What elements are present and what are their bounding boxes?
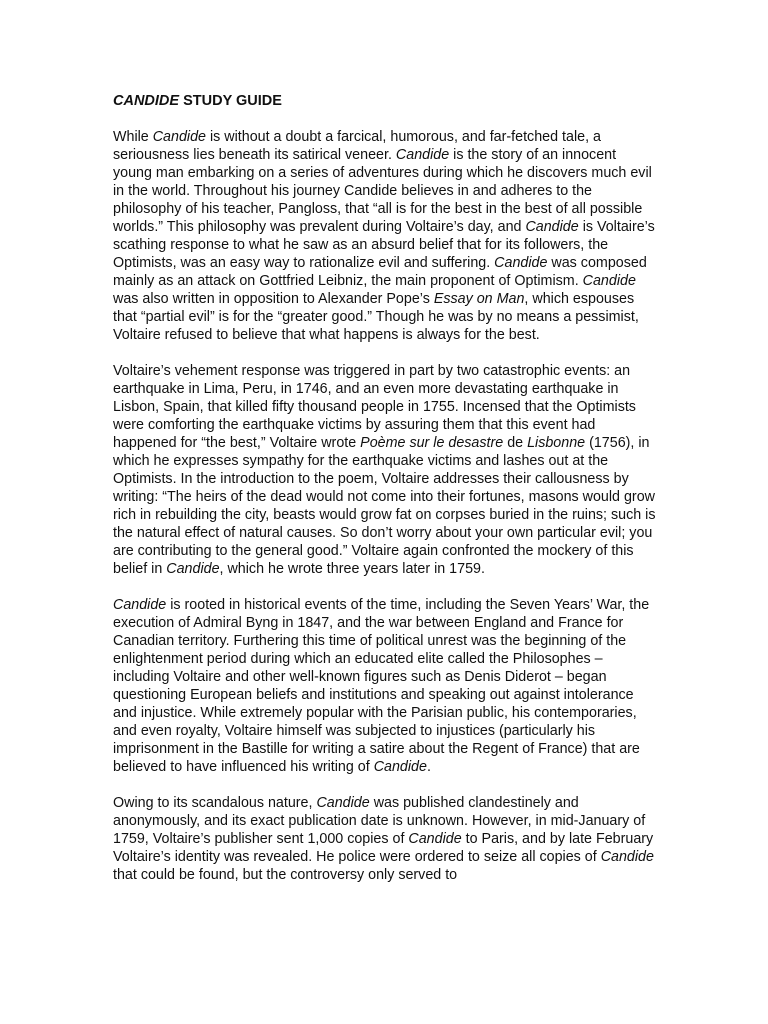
- italic-text-run: CANDIDE: [113, 93, 180, 109]
- italic-text-run: Candide: [494, 255, 548, 271]
- text-run: to Paris, and by late February Voltaire’s identity was revealed. He police were ordered to seize all copies of: [113, 831, 658, 865]
- italic-text-run: Candide: [113, 597, 167, 613]
- italic-text-run: Candide: [373, 759, 427, 775]
- text-run: is rooted in historical events of the time, including the Seven Years’ War, the execution of Admiral Byng in 1847, and the war between England and France for Canadian territory. Furthering this time of political unrest was the beginning of the enlightenment period during which an educated elite called the Philosophes – including Voltaire and other well-known figures such as Denis Diderot – began questioning European beliefs and institutions and speaking out against intolerance and injustice. While extremely popular with the Parisian public, his contemporaries, and even royalty, Voltaire himself was subjected to injustices (particularly his imprisonment in the Bastille for writing a satire about the Regent of France) that are believed to have influenced his writing of: [113, 597, 654, 775]
- text-run: was published clandestinely and anonymously, and its exact publication date is unknown. However, in mid-January of 1759, Voltaire’s publisher sent 1,000 copies of: [113, 795, 650, 847]
- text-run: Owing to its scandalous nature,: [113, 795, 317, 811]
- paragraph-2: [113, 362, 658, 578]
- text-run: STUDY GUIDE: [179, 93, 282, 109]
- italic-text-run: Essay on Man: [433, 291, 525, 307]
- text-run: was composed mainly as an attack on Gottfried Leibniz, the main proponent of Optimism.: [113, 255, 651, 289]
- paragraph-3: [113, 596, 658, 776]
- text-run: was also written in opposition to Alexander Pope’s: [113, 273, 640, 307]
- document-page: [113, 92, 658, 884]
- paragraph-1: [113, 128, 658, 344]
- text-run: is without a doubt a farcical, humorous, and far-fetched tale, a seriousness lies beneath its satirical veneer.: [113, 129, 605, 163]
- text-run: While: [113, 129, 153, 145]
- text-run: .: [426, 759, 431, 775]
- italic-text-run: Poème sur le desastre: [360, 435, 504, 451]
- italic-text-run: Candide: [316, 795, 370, 811]
- italic-text-run: Candide: [152, 129, 206, 145]
- text-run: is the story of an innocent young man embarking on a series of adventures during which he discovers much evil in the world. Throughout his journey Candide believes in and adheres to the philosophy of his teacher, Pangloss, that “all is for the best in the best of all possible worlds.” This philosophy was prevalent during Voltaire’s day, and: [113, 147, 656, 235]
- italic-text-run: Candide: [408, 831, 462, 847]
- text-run: is Voltaire’s scathing response to what he saw as an absurd belief that for its followers, the Optimists, was an easy way to rationalize evil and suffering.: [113, 219, 659, 271]
- document-body: [113, 128, 658, 884]
- italic-text-run: Candide: [600, 849, 654, 865]
- italic-text-run: Candide: [525, 219, 579, 235]
- document-title: [113, 92, 658, 110]
- paragraph-4: [113, 794, 658, 884]
- text-run: , which he wrote three years later in 1759.: [219, 561, 485, 577]
- text-run: that could be found, but the controversy only served to: [113, 849, 658, 883]
- text-run: de: [503, 435, 528, 451]
- italic-text-run: Candide: [166, 561, 220, 577]
- text-run: , which espouses that “partial evil” is for the “greater good.” Though he was by no means a pessimist, Voltaire refused to believe that what happens is always for the best.: [113, 291, 643, 343]
- italic-text-run: Lisbonne: [527, 435, 586, 451]
- text-run: (1756), in which he expresses sympathy for the earthquake victims and lashes out at the Optimists. In the introduction to the poem, Voltaire addresses their callousness by writing: “The heirs of the dead would not come into their fortunes, masons would grow rich in rebuilding the city, beasts would grow fat on corpses buried in the ruins; such is the natural effect of natural causes. So don’t worry about your own particular evil; you are contributing to the general good.” Voltaire again confronted the mockery of this belief in: [113, 435, 660, 577]
- italic-text-run: Candide: [395, 147, 450, 163]
- text-run: Voltaire’s vehement response was triggered in part by two catastrophic events: an earthquake in Lima, Peru, in 1746, and an even more devastating earthquake in Lisbon, Spain, that killed fifty thousand people in 1755. Incensed that the Optimists were comforting the earthquake victims by assuring them that this event had happened for “the best,” Voltaire wrote: [113, 363, 640, 451]
- italic-text-run: Candide: [582, 273, 636, 289]
